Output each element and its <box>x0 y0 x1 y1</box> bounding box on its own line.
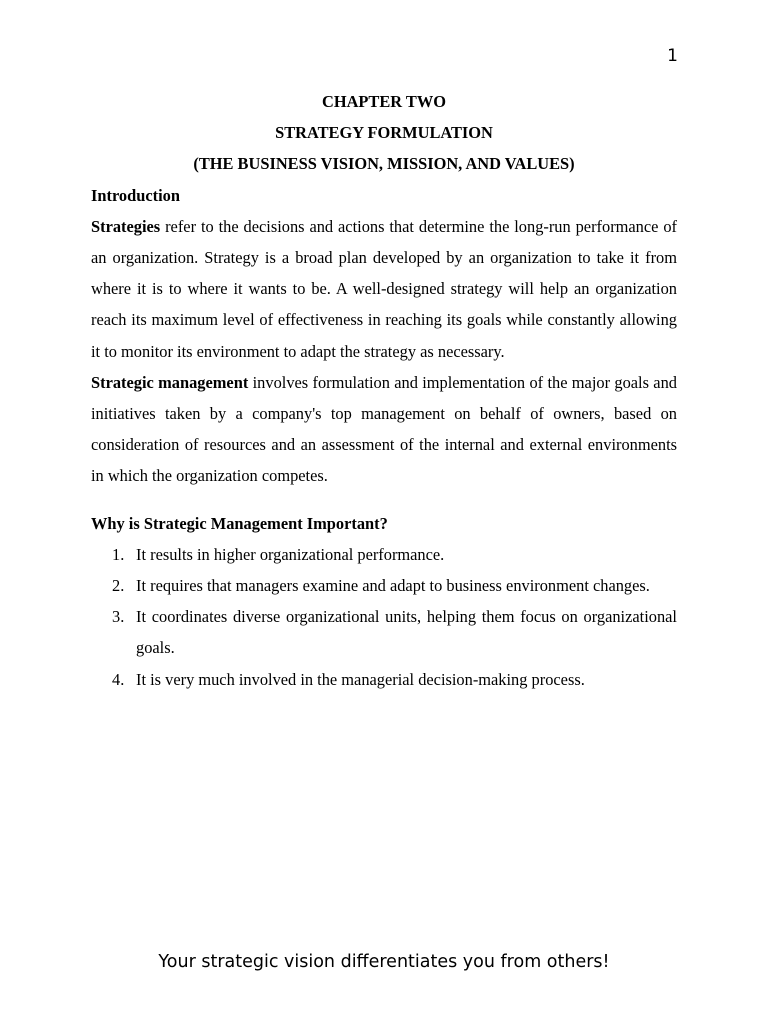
list-item-number: 2. <box>112 576 125 596</box>
strategic-management-paragraph <box>91 367 677 492</box>
list-item-text: It coordinates diverse organizational units, helping them focus on organizational goals. <box>136 607 677 658</box>
list-item <box>91 664 677 695</box>
strategies-text: refer to the decisions and actions that determine the long-run performance of an organization. Strategy is a broad plan developed by an organization to take it from where it is to where it wants to be. A well-designed strategy will help an organization reach its maximum level of effectiveness in reaching its goals while constantly allowing it to monitor its environment to adapt the strategy as necessary. <box>91 216 677 361</box>
chapter-subtitle: (THE BUSINESS VISION, MISSION, AND VALUES) <box>193 154 575 174</box>
strategic-management-term: Strategic management <box>91 372 249 392</box>
page-number: 1 <box>667 46 678 66</box>
list-item-number: 1. <box>112 544 125 564</box>
chapter-title: STRATEGY FORMULATION <box>275 123 493 143</box>
list-item-number: 3. <box>112 607 125 627</box>
importance-heading: Why is Strategic Management Important? <box>91 513 388 533</box>
list-item-number: 4. <box>112 669 125 689</box>
introduction-heading: Introduction <box>91 185 180 205</box>
list-item-text: It results in higher organizational performance. <box>136 544 445 564</box>
strategies-paragraph <box>91 211 677 367</box>
strategies-term: Strategies <box>91 216 161 236</box>
strategic-management-text: involves formulation and implementation of the major goals and initiatives taken by a company's top management on behalf of owners, based on consideration of resources and an assessment of the internal and external environments in which the organization competes. <box>91 372 677 486</box>
chapter-heading: CHAPTER TWO <box>321 92 446 111</box>
list-item <box>91 570 677 601</box>
footer-slogan: Your strategic vision differentiates you from others! <box>158 952 610 972</box>
list-item-text: It requires that managers examine and adapt to business environment changes. <box>136 576 650 596</box>
list-item <box>91 601 677 663</box>
list-item-text: It is very much involved in the managerial decision-making process. <box>136 669 585 689</box>
importance-list <box>91 539 677 695</box>
list-item <box>91 539 677 570</box>
document-body <box>91 86 677 695</box>
